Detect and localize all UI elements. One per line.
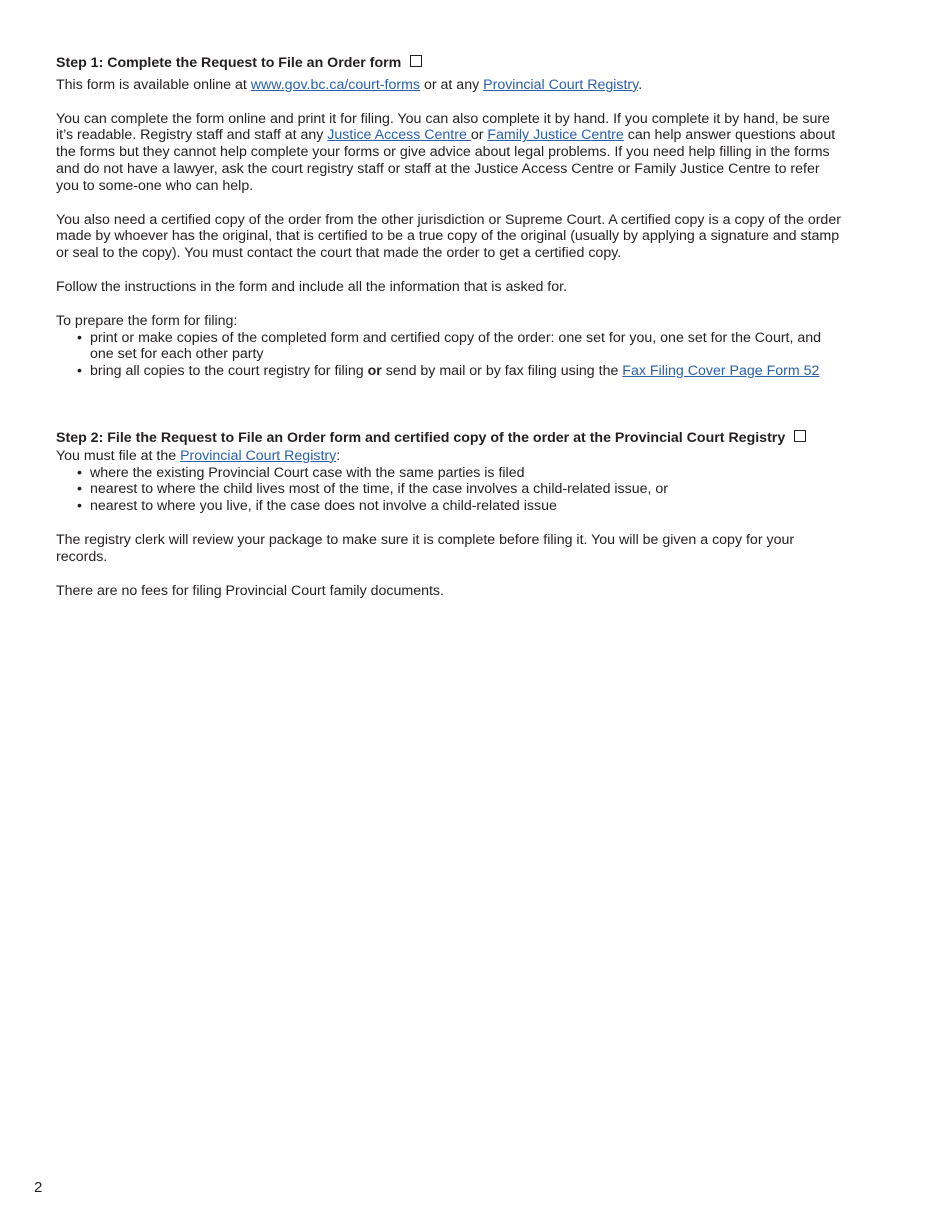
step1-heading-text: Step 1: Complete the Request to File an Order form [56,55,402,71]
step2-heading [56,430,846,447]
provincial-court-registry-link[interactable]: Provincial Court Registry [483,76,639,93]
must-file-prefix: You must file at the [56,447,181,464]
complete-part3: can help answer questions about the forms but they cannot help complete your forms or give advice about legal problems. If you need help filling in the forms and do not have a lawyer, ask the court registry staff or staff at the Justice Access Centre or Family Justice Centre to refer you to some-one who can help. [56,127,836,194]
availability-middle: or at any [420,76,484,93]
provincial-court-registry-link-2[interactable]: Provincial Court Registry [180,447,337,464]
step2-fees-paragraph: There are no fees for filing Provincial Court family documents. [56,582,444,599]
availability-suffix: . [638,76,643,93]
step1-instructions-paragraph: Follow the instructions in the form and include all the information that is asked for. [56,278,568,295]
step1-prepare-list [56,330,846,380]
court-forms-link[interactable]: www.gov.bc.ca/court-forms [250,76,421,93]
step1-checkbox[interactable] [410,55,422,67]
step1-heading [56,55,846,72]
step1-complete-paragraph [56,111,846,195]
item2-bold: or [367,363,382,380]
item2-prefix: bring all copies to the court registry for filing [90,363,368,380]
list-item: • nearest to where the child lives most of the time, if the case involves a child-related issue, or [90,481,846,498]
fax-filing-cover-page-link[interactable]: Fax Filing Cover Page Form 52 [622,363,820,380]
justice-access-centre-link[interactable]: Justice Access Centre [327,127,471,144]
family-justice-centre-link[interactable]: Family Justice Centre [487,127,624,144]
page-content [56,55,846,599]
step1-certified-paragraph: You also need a certified copy of the order from the other jurisdiction or Supreme Court. A certified copy is a copy of the order made by whoever has the original, that is certified to be a true copy of the original (usually by applying a signature and stamp or seal to the copy). You must contact the court that made the order to get a certified copy. [56,211,841,262]
list-item: • nearest to where you live, if the case does not involve a child-related issue [90,498,846,515]
step1-availability [56,77,846,94]
step2-heading-text: Step 2: File the Request to File an Order form and certified copy of the order at the Provincial Court Registry [56,429,786,446]
must-file-suffix: : [336,447,341,464]
page-number: 2 [34,1179,43,1196]
step2-must-file [56,448,846,465]
step2-checkbox[interactable] [794,430,806,442]
availability-prefix: This form is available online at [56,76,251,93]
complete-part1: You can complete the form online and print it for filing. You can also complete it by hand. If you complete it by hand, be sure it’s readable. Registry staff and staff at any [56,110,830,144]
list-item: • where the existing Provincial Court case with the same parties is filed [90,465,846,482]
complete-part2: or [470,127,488,144]
list-item: • print or make copies of the completed form and certified copy of the order: one set for you, one set for the Court, and one set for each other party [90,330,846,364]
step1-prepare-intro: To prepare the form for filing: [56,312,238,329]
list-item [90,363,846,380]
item2-middle: send by mail or by fax filing using the [381,363,623,380]
step2-review-paragraph: The registry clerk will review your package to make sure it is complete before filing it. You will be given a copy for your records. [56,531,795,565]
step2-file-list [56,465,846,515]
